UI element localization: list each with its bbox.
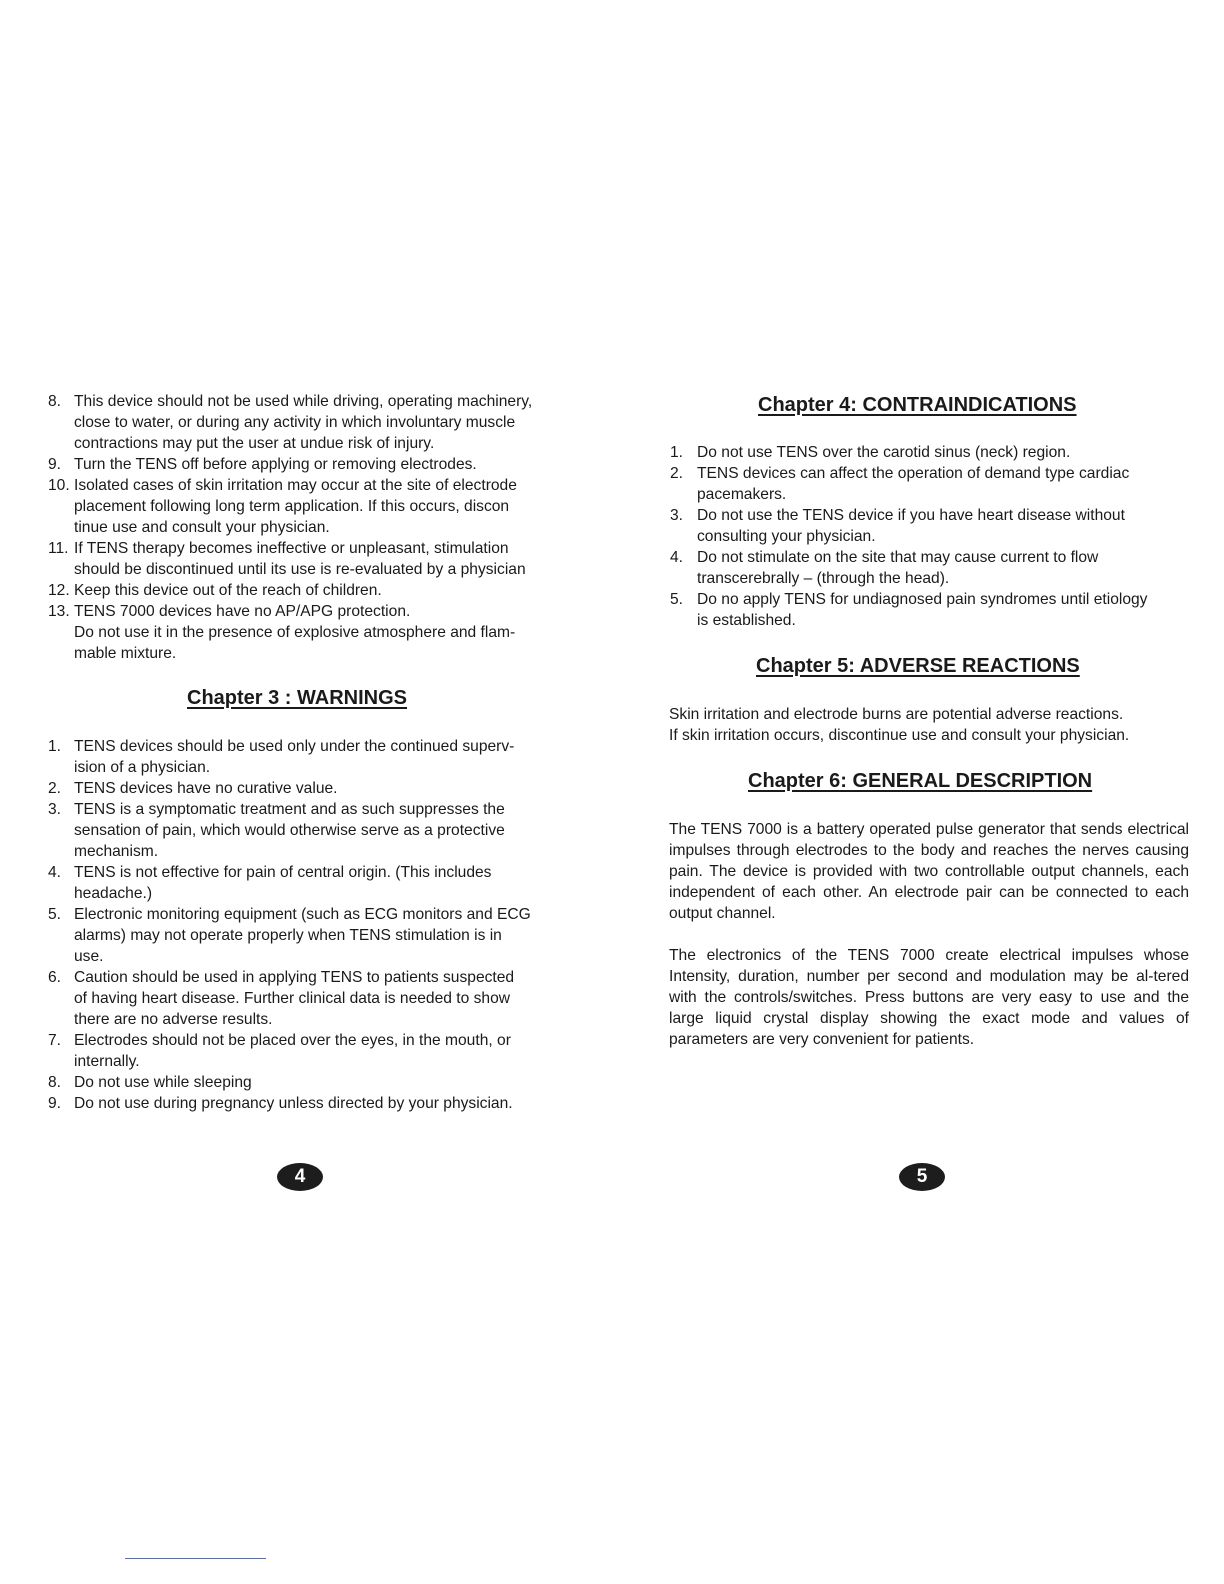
item-number: 2. — [670, 465, 684, 482]
item-number: 4. — [670, 549, 684, 566]
item-number: 8. — [48, 393, 62, 410]
list-item — [48, 538, 568, 580]
item-number: 3. — [48, 801, 62, 818]
item-text: Electrodes should not be placed over the eyes, in the mouth, or internally. — [74, 1032, 511, 1070]
list-item — [48, 391, 568, 454]
item-number: 13. — [48, 603, 70, 620]
item-text: TENS devices can affect the operation of demand type cardiac pacemakers. — [697, 465, 1130, 503]
item-text: Keep this device out of the reach of children. — [74, 582, 382, 599]
item-text: TENS devices should be used only under the continued superv- ision of a physician. — [74, 738, 515, 776]
item-number: 11. — [48, 540, 69, 557]
item-number: 1. — [670, 444, 684, 461]
list-item — [48, 778, 568, 799]
general-description-paragraph-1: The TENS 7000 is a battery operated pulse generator that sends electrical impulses through electrodes to the body and reaches the nerves causing pain. The device is provided with two controllable output channels, each independent of each other. An electrode pair can be connected to each output channel. — [669, 821, 1189, 922]
item-text: If TENS therapy becomes ineffective or unpleasant, stimulation should be discontinued until its use is re-evaluated by a physician — [74, 540, 526, 578]
item-text: Isolated cases of skin irritation may occur at the site of electrode placement following long term application. If this occurs, discon tinue use and consult your physician. — [74, 477, 517, 536]
item-number: 12. — [48, 582, 70, 599]
list-item — [48, 736, 568, 778]
list-item — [48, 580, 568, 601]
item-number: 4. — [48, 864, 62, 881]
chapter-6-title: Chapter 6: GENERAL DESCRIPTION — [748, 770, 1093, 792]
item-number: 5. — [670, 591, 684, 608]
list-item — [48, 799, 568, 862]
item-text: Do not use during pregnancy unless directed by your physician. — [74, 1095, 513, 1112]
item-text: Do not use while sleeping — [74, 1074, 252, 1091]
list-item — [48, 1093, 568, 1114]
list-item — [48, 601, 568, 664]
item-text: TENS is a symptomatic treatment and as such suppresses the sensation of pain, which would otherwise serve as a protective mechanism. — [74, 801, 505, 860]
item-text: Turn the TENS off before applying or removing electrodes. — [74, 456, 477, 473]
item-text: Do no apply TENS for undiagnosed pain syndromes until etiology is established. — [697, 591, 1148, 629]
list-item — [48, 904, 568, 967]
list-item — [670, 442, 1195, 463]
page-number-badge: 4 — [277, 1163, 323, 1191]
item-number: 7. — [48, 1032, 62, 1049]
footer-rule — [125, 1558, 266, 1559]
right-page — [612, 0, 1224, 1584]
item-text: This device should not be used while driving, operating machinery, close to water, or during any activity in which involuntary muscle contractions may put the user at undue risk of injury. — [74, 393, 533, 452]
item-number: 3. — [670, 507, 684, 524]
item-number: 6. — [48, 969, 62, 986]
item-number: 9. — [48, 456, 62, 473]
chapter-5-title: Chapter 5: ADVERSE REACTIONS — [756, 655, 1080, 677]
precautions-list-continued — [48, 391, 568, 664]
list-item — [670, 547, 1195, 589]
item-text: TENS 7000 devices have no AP/APG protection. Do not use it in the presence of explosive atmosphere and flam- mable mixture. — [74, 603, 516, 662]
list-item — [48, 454, 568, 475]
item-number: 1. — [48, 738, 62, 755]
item-text: TENS is not effective for pain of central origin. (This includes headache.) — [74, 864, 492, 902]
page-number-badge: 5 — [899, 1163, 945, 1191]
contraindications-list — [670, 442, 1195, 631]
item-text: TENS devices have no curative value. — [74, 780, 338, 797]
warnings-list — [48, 736, 568, 1114]
item-text: Caution should be used in applying TENS to patients suspected of having heart disease. Further clinical data is needed to show there are no adverse results. — [74, 969, 515, 1028]
item-number: 10. — [48, 477, 70, 494]
list-item — [48, 1072, 568, 1093]
list-item — [670, 463, 1195, 505]
item-text: Do not stimulate on the site that may cause current to flow transcerebrally – (through the head). — [697, 549, 1099, 587]
adverse-reactions-text: Skin irritation and electrode burns are potential adverse reactions. If skin irritation occurs, discontinue use and consult your physician. — [669, 706, 1130, 744]
item-number: 2. — [48, 780, 62, 797]
list-item — [48, 1030, 568, 1072]
general-description-paragraph-2: The electronics of the TENS 7000 create electrical impulses whose Intensity, duration, number per second and modulation may be al-tered with the controls/switches. Press buttons are very easy to use and the large liquid crystal display showing the exact mode and values of parameters are very convenient for patients. — [669, 947, 1189, 1048]
item-number: 8. — [48, 1074, 62, 1091]
list-item — [670, 505, 1195, 547]
item-number: 9. — [48, 1095, 62, 1112]
chapter-4-title: Chapter 4: CONTRAINDICATIONS — [758, 394, 1077, 416]
item-text: Do not use the TENS device if you have heart disease without consulting your physician. — [697, 507, 1125, 545]
list-item — [48, 967, 568, 1030]
list-item — [670, 589, 1195, 631]
item-number: 5. — [48, 906, 62, 923]
chapter-3-title: Chapter 3 : WARNINGS — [187, 687, 408, 709]
item-text: Electronic monitoring equipment (such as ECG monitors and ECG alarms) may not operate properly when TENS stimulation is in use. — [74, 906, 531, 965]
list-item — [48, 475, 568, 538]
list-item — [48, 862, 568, 904]
item-text: Do not use TENS over the carotid sinus (neck) region. — [697, 444, 1071, 461]
